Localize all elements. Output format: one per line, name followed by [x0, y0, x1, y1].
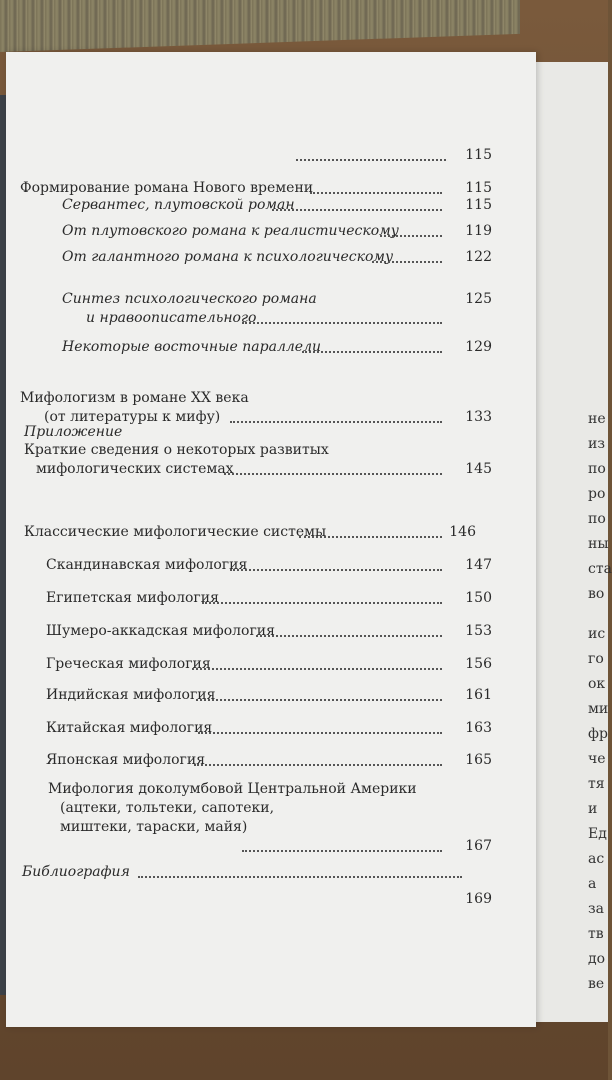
toc-entry [46, 751, 492, 770]
toc-entry [62, 290, 492, 328]
page-number: 167 [465, 838, 492, 854]
toc-entry [46, 686, 492, 705]
page-number: 147 [465, 557, 492, 573]
page-number: 169 [465, 891, 492, 907]
toc-top-page [446, 146, 506, 165]
text-fragment: фр [588, 726, 608, 742]
toc-entry [46, 719, 492, 738]
toc-entry [46, 622, 492, 641]
toc-entry-title-cont: мифологических системах [36, 461, 234, 477]
toc-entry [46, 556, 492, 575]
toc-entry [62, 248, 492, 267]
toc-entry [46, 655, 492, 674]
leader-dots [380, 235, 442, 237]
leader-dots [242, 850, 442, 852]
toc-entry-title-cont: (ацтеки, тольтеки, сапотеки, [60, 800, 275, 816]
page-number: 115 [465, 180, 492, 196]
toc-entry [62, 196, 492, 215]
toc-entry-title: Мифологизм в романе XX века [20, 390, 249, 406]
text-fragment: за [588, 901, 604, 917]
toc-entry [48, 780, 492, 856]
page-number: 161 [465, 687, 492, 703]
toc-entry-title: Библиография [22, 864, 130, 880]
facing-page-text [588, 0, 612, 1080]
appendix-label: Приложение [24, 424, 123, 440]
text-fragment: ми [588, 701, 609, 717]
toc-page [6, 52, 536, 1027]
text-fragment: ны [588, 536, 609, 552]
toc-entry-title: Краткие сведения о некоторых развитых [24, 442, 329, 458]
page-number: 129 [465, 339, 492, 355]
toc-entry-title-cont: и нравоописательного [86, 310, 257, 326]
text-fragment: ста [588, 561, 612, 577]
leader-dots [198, 732, 442, 734]
leader-dots [272, 209, 442, 211]
text-fragment: ас [588, 851, 605, 867]
text-fragment: ве [588, 976, 605, 992]
toc-entry-title: Сервантес, плутовской роман [62, 197, 295, 213]
text-fragment: во [588, 586, 605, 602]
toc-entry-title: От плутовского романа к реалистическому [62, 223, 399, 239]
toc-entry-title: Египетская мифология [46, 590, 219, 606]
toc-entry-title: Синтез психологического романа [62, 291, 317, 307]
toc-entry [22, 863, 492, 882]
page-number: 146 [449, 524, 476, 540]
toc-entry [46, 589, 492, 608]
toc-entry-title: Греческая мифология [46, 656, 211, 672]
toc-entry-title: Шумеро-аккадская мифология [46, 623, 275, 639]
toc-entry [24, 523, 492, 542]
page-number: 156 [465, 656, 492, 672]
text-fragment: тв [588, 926, 604, 942]
toc-entry [62, 338, 492, 357]
page-number: 119 [465, 223, 492, 239]
leader-dots [230, 569, 442, 571]
toc-entry-title: Формирование романа Нового времени [20, 180, 314, 196]
leader-dots [224, 473, 442, 475]
leader-dots [242, 322, 442, 324]
toc-entry-title: Мифология доколумбовой Центральной Америки [48, 781, 417, 797]
leader-dots [138, 876, 462, 878]
page-number: 153 [465, 623, 492, 639]
page-number: 122 [465, 249, 492, 265]
toc-entry-title: Японская мифология [46, 752, 206, 768]
toc-entry [20, 389, 492, 427]
toc-entry [62, 222, 492, 241]
leader-dots [302, 351, 442, 353]
toc-entry [24, 441, 492, 479]
text-fragment: до [588, 951, 606, 967]
page-number: 125 [465, 291, 492, 307]
text-fragment: а [588, 876, 597, 892]
text-fragment: Ед [588, 826, 607, 842]
toc-entry-title: От галантного романа к психологическому [62, 249, 394, 265]
leader-dots [296, 159, 446, 161]
leader-dots [310, 192, 442, 194]
text-fragment: из [588, 436, 605, 452]
leader-dots [230, 421, 442, 423]
toc-entry-title: Индийская мифология [46, 687, 216, 703]
text-fragment: не [588, 411, 606, 427]
text-fragment: го [588, 651, 604, 667]
page-number: 115 [465, 197, 492, 213]
toc-entry-title: Некоторые восточные параллели [62, 339, 321, 355]
toc-entry-title: Китайская мифология [46, 720, 213, 736]
page-number: 133 [465, 409, 492, 425]
text-fragment: че [588, 751, 606, 767]
text-fragment: и [588, 801, 598, 817]
text-fragment: тя [588, 776, 605, 792]
leader-dots [194, 764, 442, 766]
toc-top-dots [296, 146, 446, 165]
toc-entry-title-cont: миштеки, тараски, майя) [60, 819, 248, 835]
leader-dots [202, 602, 442, 604]
leader-dots [299, 536, 442, 538]
toc-entry-title: Классические мифологические системы [24, 524, 327, 540]
page-number: 163 [465, 720, 492, 736]
page-number: 115 [465, 147, 492, 163]
leader-dots [196, 699, 442, 701]
leader-dots [256, 635, 442, 637]
leader-dots [192, 668, 442, 670]
leader-dots [372, 261, 442, 263]
text-fragment: ис [588, 626, 606, 642]
page-number: 150 [465, 590, 492, 606]
text-fragment: по [588, 461, 606, 477]
text-fragment: по [588, 511, 606, 527]
page-number: 145 [465, 461, 492, 477]
bibliography-page [426, 890, 492, 909]
toc-entry-title: Скандинавская мифология [46, 557, 248, 573]
page-number: 165 [465, 752, 492, 768]
text-fragment: ро [588, 486, 606, 502]
text-fragment: ок [588, 676, 606, 692]
toc-entry-title-cont: (от литературы к мифу) [44, 409, 221, 425]
